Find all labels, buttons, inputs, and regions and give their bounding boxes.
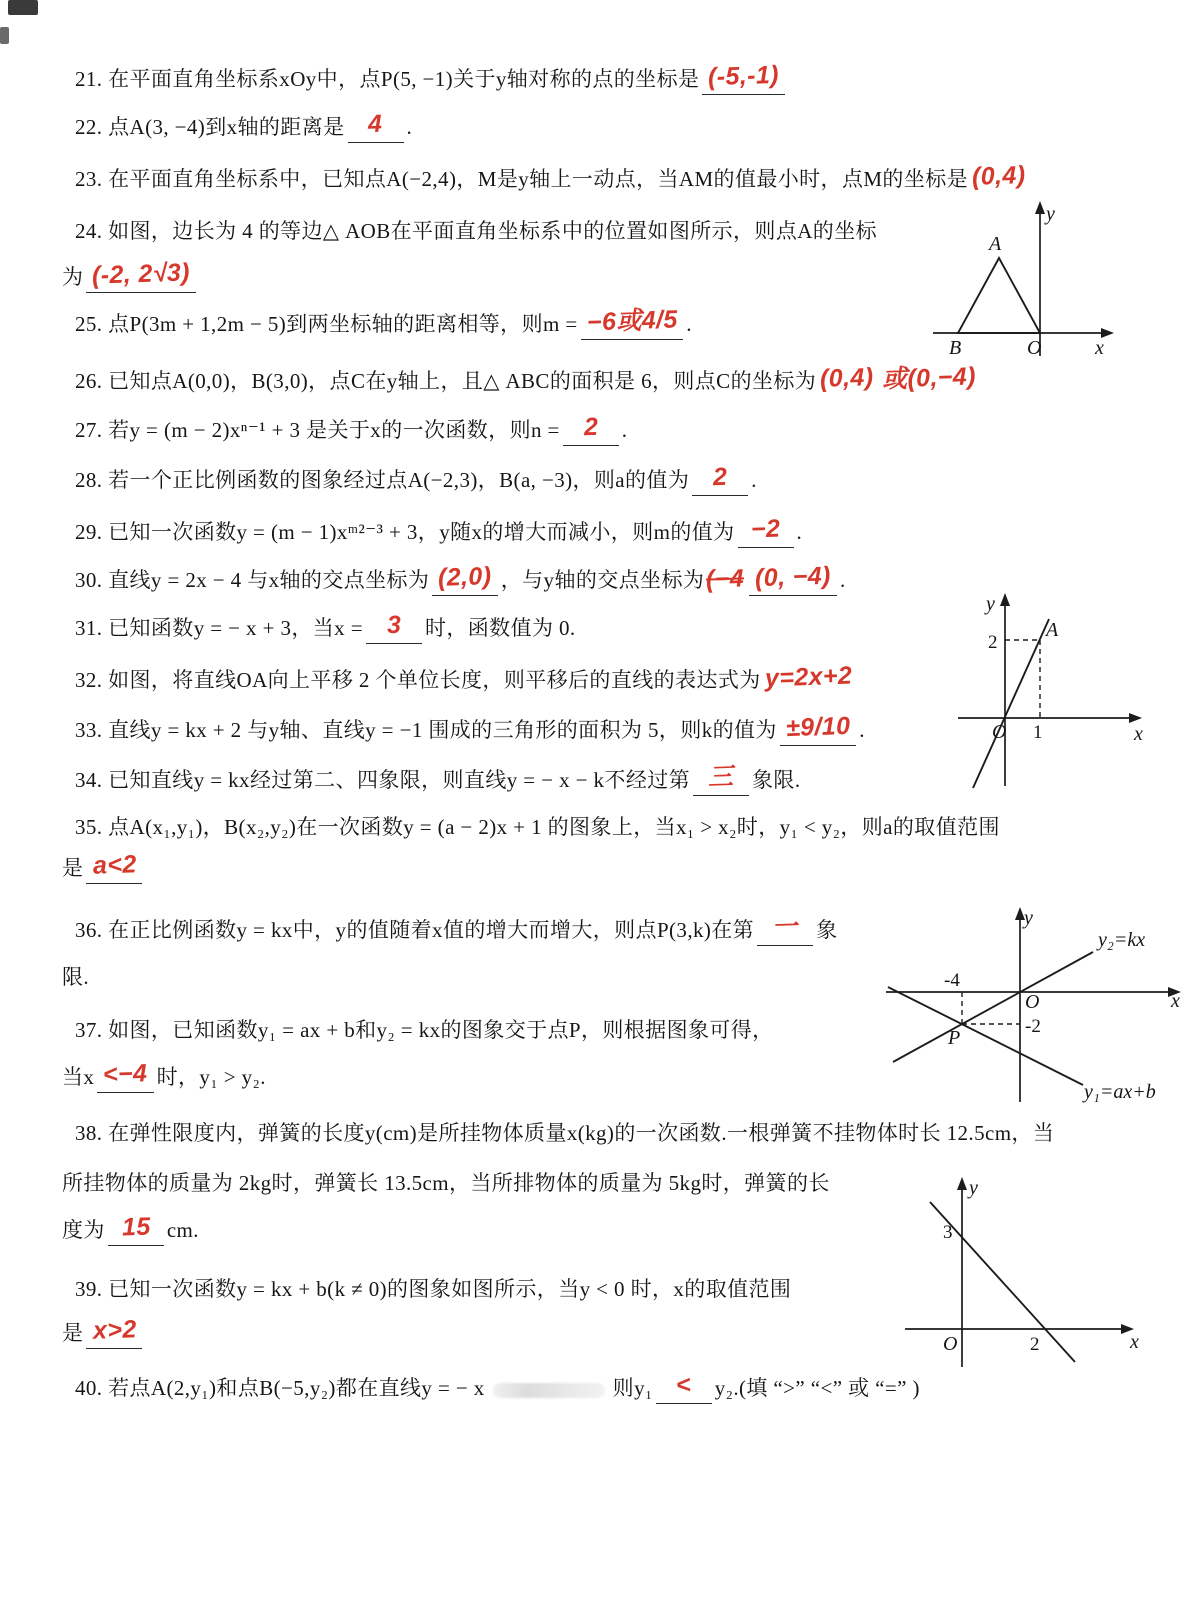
question-text: cm. xyxy=(166,1218,199,1242)
answer-blank xyxy=(738,514,794,548)
handwritten-answer: (0,4) xyxy=(819,363,875,393)
handwritten-answer: (2,0) xyxy=(437,562,493,592)
point-label-A: A xyxy=(1046,619,1059,641)
scan-artifact xyxy=(0,27,9,44)
question-text: 34. 已知直线y = kx经过第二、四象限，则直线y = − x − k不经过第 xyxy=(75,768,691,792)
question-24-line-2 xyxy=(62,258,199,293)
scan-artifact xyxy=(8,0,38,15)
handwritten-answer: 4 xyxy=(367,109,384,139)
answer-blank xyxy=(656,1370,712,1404)
answer-blank xyxy=(432,562,497,596)
question-39-line-2 xyxy=(62,1315,145,1349)
handwritten-answer: 3 xyxy=(386,610,402,640)
answer-blank xyxy=(86,850,142,884)
tick-label-neg2: -2 xyxy=(1025,1016,1041,1037)
question-text: 时，y₁ > y₂. xyxy=(156,1065,266,1089)
question-text: 则y₁ xyxy=(612,1376,653,1400)
question-text: 35. 点A(x₁,y₁)，B(x₂,y₂)在一次函数y = (a − 2)x + 1 的图象上，当x₁ > x₂时，y₁ < y₂，则a的取值范围 xyxy=(75,815,1000,839)
question-36-line-1 xyxy=(75,912,838,946)
axis-label: x xyxy=(1095,337,1104,359)
line-label-y2: y₂=kx xyxy=(1098,929,1146,951)
origin-label: O xyxy=(992,721,1007,743)
question-38-line-2 xyxy=(62,1168,830,1198)
question-30-line-1 xyxy=(75,561,846,596)
question-text: . xyxy=(840,568,846,592)
point-label-B: B xyxy=(949,337,962,359)
question-text: 32. 如图，将直线OA向上平移 2 个单位长度，则平移后的直线的表达式为 xyxy=(75,668,761,692)
question-text: 39. 已知一次函数y = kx + b(k ≠ 0)的图象如图所示，当y < 0 时，x的取值范围 xyxy=(75,1277,792,1301)
question-text: . xyxy=(686,312,692,336)
question-text: 度为 xyxy=(62,1218,105,1242)
axis-label: y xyxy=(1024,907,1033,929)
handwritten-answer: 或(0,−4) xyxy=(881,362,976,394)
question-text: 37. 如图，已知函数y₁ = ax + b和y₂ = kx的图象交于点P，则根据图象可得， xyxy=(75,1018,774,1042)
handwritten-answer: <−4 xyxy=(102,1059,149,1089)
handwritten-answer: (-2, 2√3) xyxy=(91,258,191,290)
handwritten-answer: a<2 xyxy=(92,850,137,880)
line-y1-ax-b xyxy=(888,987,1083,1085)
answer-blank xyxy=(348,109,404,143)
triangle-AOB xyxy=(958,258,1040,333)
answer-blank xyxy=(86,1315,142,1349)
answer-blank xyxy=(692,462,748,496)
question-text: 所挂物体的质量为 2kg时，弹簧长 13.5cm，当所排物体的质量为 5kg时，弹簧的长 xyxy=(62,1171,830,1195)
question-text: 象限. xyxy=(752,768,801,792)
tick-label-2: 2 xyxy=(988,632,998,653)
handwritten-answer: 15 xyxy=(121,1212,151,1242)
question-37-line-2 xyxy=(62,1059,266,1093)
question-text: 27. 若y = (m − 2)xⁿ⁻¹ + 3 是关于x的一次函数，则n = xyxy=(75,418,560,442)
axis-label: y xyxy=(986,593,995,615)
handwritten-answer: (0, −4) xyxy=(754,561,832,593)
question-38-line-1 xyxy=(75,1118,1054,1148)
answer-blank xyxy=(693,762,749,796)
origin-label: O xyxy=(1025,991,1040,1013)
question-text: 23. 在平面直角坐标系中，已知点A(−2,4)，M是y轴上一动点，当AM的值最小时，点M的坐标是 xyxy=(75,167,969,191)
question-23-line-1 xyxy=(75,161,1029,194)
question-37-line-1 xyxy=(75,1015,774,1045)
origin-label: O xyxy=(943,1333,958,1355)
figure-q24-triangle xyxy=(925,198,1115,373)
question-text: . xyxy=(621,418,628,442)
question-text: 26. 已知点A(0,0)，B(3,0)，点C在y轴上，且△ ABC的面积是 6，则点C的坐标为 xyxy=(75,369,817,393)
question-text: 象 xyxy=(816,918,838,942)
question-text: 28. 若一个正比例函数的图象经过点A(−2,3)，B(a, −3)，则a的值为 xyxy=(75,468,690,492)
question-text: 25. 点P(3m + 1,2m − 5)到两坐标轴的距离相等，则m = xyxy=(75,312,578,336)
tick-label-3: 3 xyxy=(943,1222,953,1243)
handwritten-answer: −6或4/5 xyxy=(586,305,678,337)
origin-label: O xyxy=(1027,337,1042,359)
handwritten-answer: 2 xyxy=(712,462,728,492)
y-axis-arrow-icon xyxy=(1000,593,1010,606)
question-text: 是 xyxy=(62,856,84,880)
answer-blank xyxy=(86,258,196,293)
question-21-line-1 xyxy=(75,60,788,95)
question-22-line-1 xyxy=(75,109,413,143)
answer-blank xyxy=(581,305,684,340)
answer-blank xyxy=(97,1059,153,1093)
handwritten-answer: < xyxy=(675,1370,692,1400)
question-text: 36. 在正比例函数y = kx中，y的值随着x值的增大而增大，则点P(3,k)在第 xyxy=(75,918,755,942)
x-axis-arrow-icon xyxy=(1129,713,1142,723)
axis-label: y xyxy=(969,1177,978,1199)
answer-blank xyxy=(780,711,856,746)
question-text: 时，函数值为 0. xyxy=(424,616,576,640)
handwritten-answer-struck: (−4 xyxy=(705,564,745,594)
question-26-line-1 xyxy=(75,362,979,396)
answer-blank xyxy=(702,60,785,95)
handwritten-answer: y=2x+2 xyxy=(764,661,853,693)
question-24-line-1 xyxy=(75,216,877,246)
question-text: 是 xyxy=(62,1321,84,1345)
axis-label: y xyxy=(1046,203,1055,225)
question-28-line-1 xyxy=(75,462,757,496)
answer-blank xyxy=(108,1212,164,1246)
tick-label-1: 1 xyxy=(1033,722,1043,743)
question-40-line-1 xyxy=(75,1370,920,1404)
handwritten-answer: ±9/10 xyxy=(785,711,851,743)
question-text: . xyxy=(796,520,803,544)
handwritten-answer: −2 xyxy=(750,514,781,544)
handwritten-answer: (-5,-1) xyxy=(707,60,780,92)
line-label-y1: y₁=ax+b xyxy=(1084,1081,1156,1103)
question-text: 24. 如图，边长为 4 的等边△ AOB在平面直角坐标系中的位置如图所示，则点A的坐标 xyxy=(75,219,878,243)
question-31-line-1 xyxy=(75,610,576,644)
point-label-A: A xyxy=(989,233,1002,255)
question-35-line-2 xyxy=(62,850,145,884)
question-text: y₂.(填 “>” “<” 或 “=” ) xyxy=(714,1376,920,1400)
question-text: ，与y轴的交点坐标为 xyxy=(500,568,705,592)
question-35-line-1 xyxy=(75,812,1000,842)
answer-blank xyxy=(757,912,813,946)
question-text: 38. 在弹性限度内，弹簧的长度y(cm)是所挂物体质量x(kg)的一次函数.一根弹簧不挂物体时长 12.5cm，当 xyxy=(75,1121,1055,1145)
question-38-line-3 xyxy=(62,1212,199,1246)
axis-label: x xyxy=(1134,723,1143,745)
question-33-line-1 xyxy=(75,711,865,746)
answer-blank xyxy=(563,412,619,446)
axis-label: x xyxy=(1171,990,1180,1012)
question-text: . xyxy=(406,115,413,139)
line-OA xyxy=(973,619,1049,788)
question-text: 30. 直线y = 2x − 4 与x轴的交点坐标为 xyxy=(75,568,430,592)
handwritten-answer: 一 xyxy=(771,912,799,942)
question-39-line-1 xyxy=(75,1274,791,1304)
question-36-line-2 xyxy=(62,962,89,992)
question-text: 当x xyxy=(62,1065,95,1089)
erased-smudge xyxy=(493,1383,605,1398)
question-text: 31. 已知函数y = − x + 3，当x = xyxy=(75,616,363,640)
axis-label: x xyxy=(1130,1331,1139,1353)
question-29-line-1 xyxy=(75,514,803,548)
y-axis-arrow-icon xyxy=(1035,201,1045,214)
answer-blank xyxy=(366,610,422,644)
question-27-line-1 xyxy=(75,412,628,446)
answer-blank xyxy=(749,561,837,596)
question-text: . xyxy=(859,718,865,742)
question-34-line-1 xyxy=(75,762,801,796)
tick-label-2: 2 xyxy=(1030,1334,1040,1355)
question-text: 为 xyxy=(62,265,84,289)
question-text: 33. 直线y = kx + 2 与y轴、直线y = −1 围成的三角形的面积为 5，则k的值为 xyxy=(75,718,777,742)
figure-q37-intersection xyxy=(878,902,1190,1112)
line-y2-kx xyxy=(893,952,1093,1062)
question-32-line-1 xyxy=(75,661,856,695)
handwritten-answer: 三 xyxy=(707,762,735,792)
handwritten-answer: (0,4) xyxy=(971,161,1026,191)
tick-label-neg4: -4 xyxy=(944,970,960,991)
question-text: 21. 在平面直角坐标系xOy中，点P(5, −1)关于y轴对称的点的坐标是 xyxy=(75,67,700,91)
figure-q32-line-OA xyxy=(950,588,1150,798)
point-label-P: P xyxy=(948,1027,961,1049)
y-axis-arrow-icon xyxy=(957,1177,967,1190)
handwritten-answer: 2 xyxy=(583,412,599,442)
question-text: . xyxy=(751,468,757,492)
question-25-line-1 xyxy=(75,305,692,340)
question-text: 40. 若点A(2,y₁)和点B(−5,y₂)都在直线y = − x xyxy=(75,1376,485,1400)
figure-q39-line xyxy=(895,1172,1145,1377)
question-text: 22. 点A(3, −4)到x轴的距离是 xyxy=(75,115,345,139)
question-text: 29. 已知一次函数y = (m − 1)xᵐ²⁻³ + 3，y随x的增大而减小，则m的值为 xyxy=(75,520,735,544)
handwritten-answer: x>2 xyxy=(92,1315,137,1345)
question-text: 限. xyxy=(62,965,90,989)
